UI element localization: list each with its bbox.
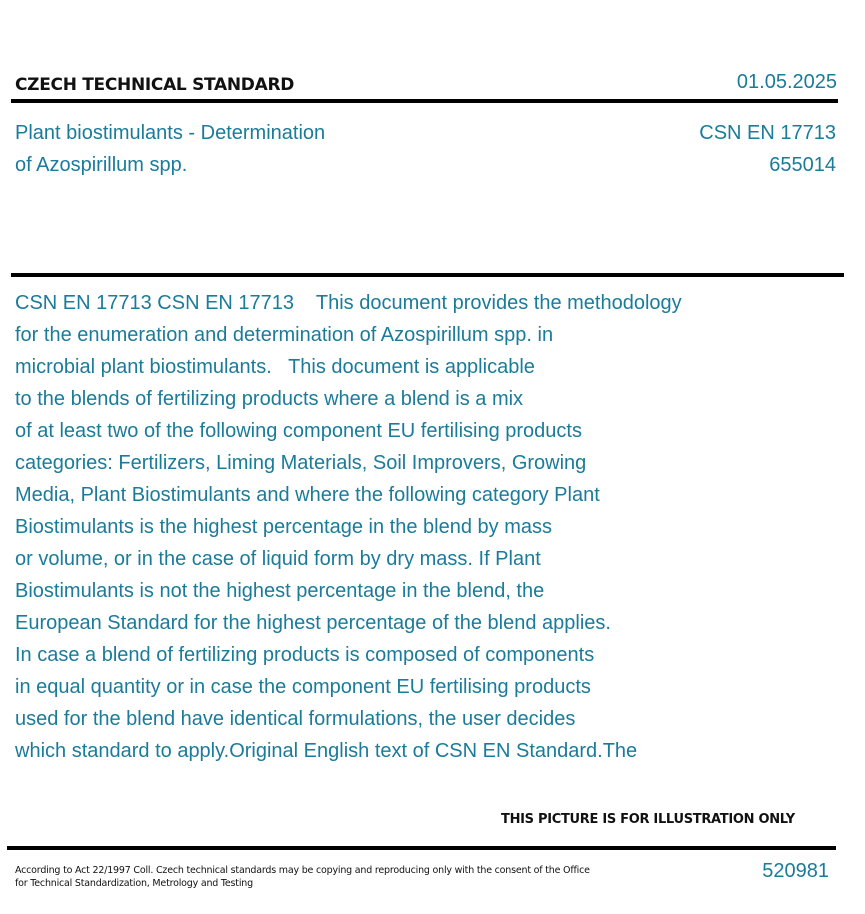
footer-divider — [7, 846, 836, 850]
abstract-line: which standard to apply.Original English text of CSN EN Standard.The — [15, 740, 638, 762]
copyright-notice — [15, 864, 590, 890]
copyright-line: According to Act 22/1997 Coll. Czech technical standards may be copying and reproducing only with the consent of the Office — [15, 865, 590, 876]
header-divider — [11, 99, 838, 103]
abstract-line: microbial plant biostimulants. This document is applicable — [15, 356, 535, 378]
standard-title — [15, 117, 325, 181]
abstract-line: to the blends of fertilizing products where a blend is a mix — [15, 388, 524, 410]
document-header-title: CZECH TECHNICAL STANDARD — [15, 75, 295, 95]
abstract-line: or volume, or in the case of liquid form by dry mass. If Plant — [15, 548, 541, 570]
abstract-line: Media, Plant Biostimulants and where the following category Plant — [15, 484, 600, 506]
abstract-line: for the enumeration and determination of Azospirillum spp. in — [15, 324, 554, 346]
abstract-line: European Standard for the highest percentage of the blend applies. — [15, 612, 611, 634]
abstract-line: in equal quantity or in case the component EU fertilising products — [15, 676, 591, 698]
abstract-text — [15, 287, 775, 767]
standard-identifiers — [699, 117, 836, 181]
abstract-line: CSN EN 17713 CSN EN 17713 This document provides the methodology — [15, 292, 682, 314]
standard-title-line: Plant biostimulants - Determination — [15, 122, 326, 144]
abstract-line: Biostimulants is not the highest percentage in the blend, the — [15, 580, 545, 602]
copyright-line: for Technical Standardization, Metrology and Testing — [15, 878, 253, 889]
standard-code: CSN EN 17713 — [699, 122, 836, 144]
abstract-line: In case a blend of fertilizing products is composed of components — [15, 644, 595, 666]
catalog-number: 655014 — [769, 154, 836, 176]
title-divider — [11, 273, 844, 277]
standard-title-line: of Azospirillum spp. — [15, 154, 188, 176]
footer-number: 520981 — [762, 860, 829, 882]
illustration-disclaimer: THIS PICTURE IS FOR ILLUSTRATION ONLY — [501, 812, 795, 827]
abstract-line: of at least two of the following component EU fertilising products — [15, 420, 582, 442]
publication-date: 01.05.2025 — [736, 71, 837, 93]
abstract-line: Biostimulants is the highest percentage in the blend by mass — [15, 516, 552, 538]
abstract-line: used for the blend have identical formulations, the user decides — [15, 708, 576, 730]
abstract-line: categories: Fertilizers, Liming Materials, Soil Improvers, Growing — [15, 452, 587, 474]
